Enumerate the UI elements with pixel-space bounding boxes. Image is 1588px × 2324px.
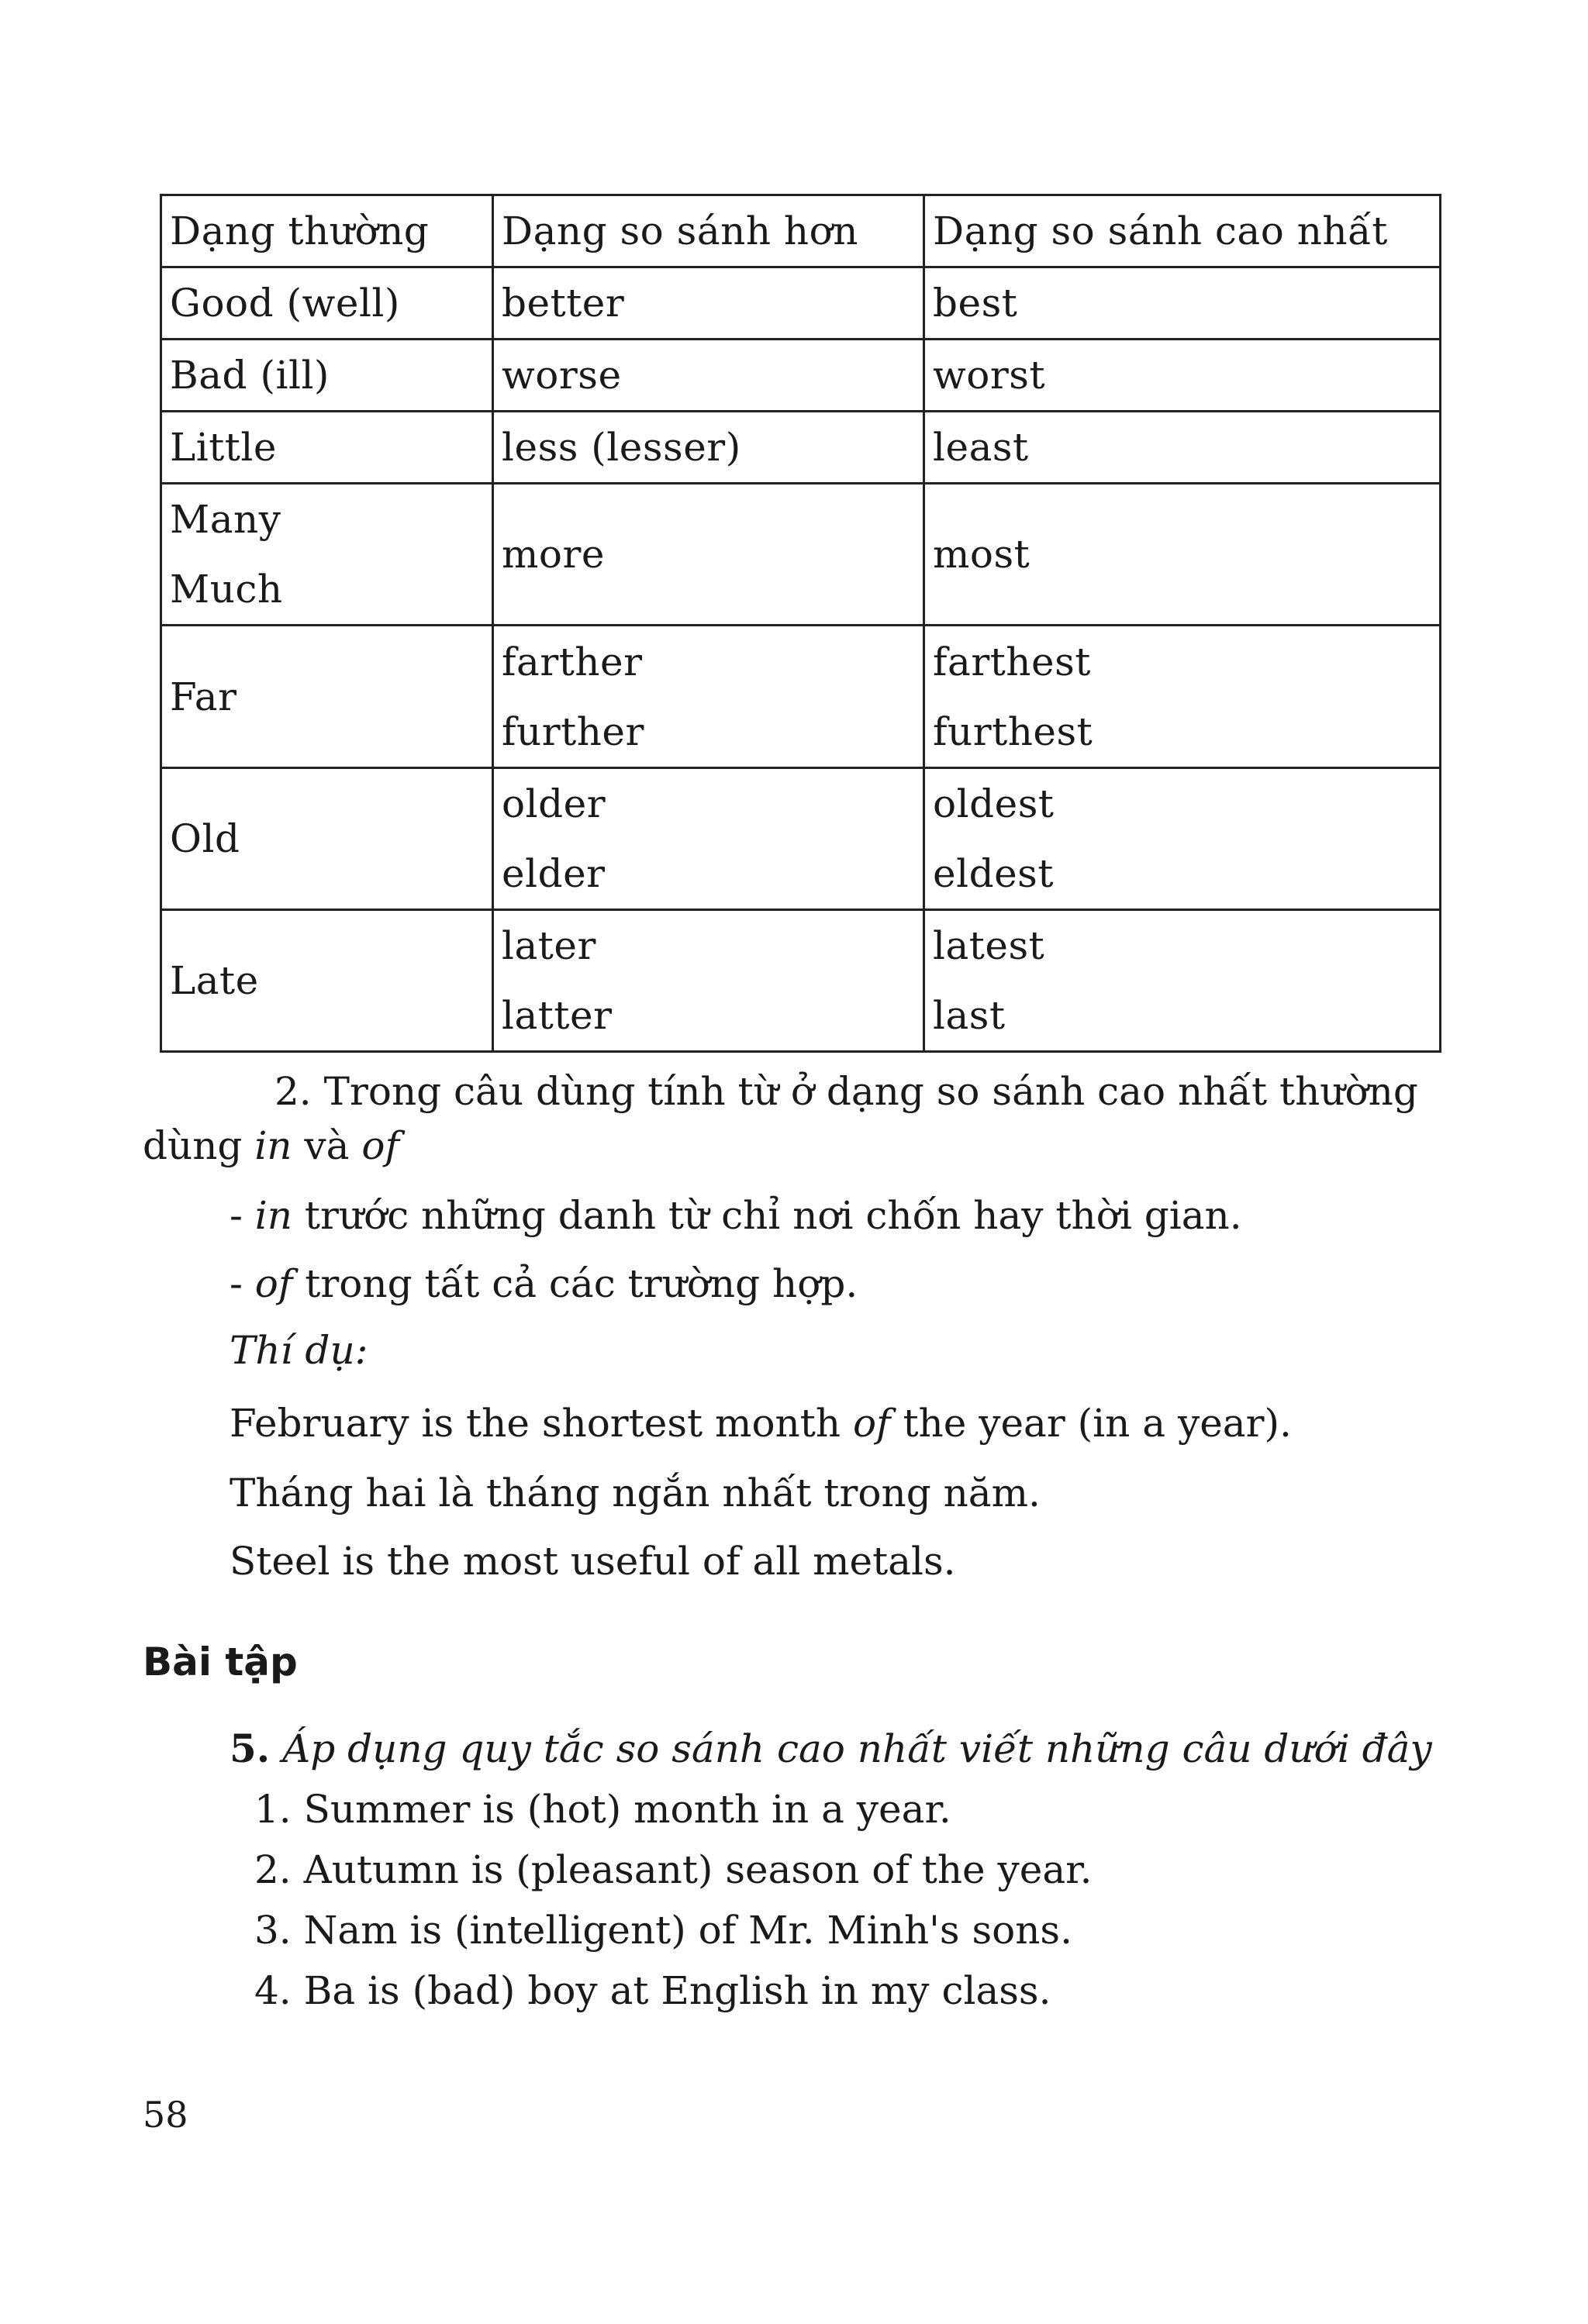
bullet-keyword: of [254,1261,293,1306]
cell-text: Little [170,425,277,471]
table-row [161,626,1441,767]
superlative-cell [924,340,1441,412]
exercise-heading: Bài tập [143,1640,298,1684]
cell-text: last [933,992,1006,1038]
superlative-cell [924,626,1441,767]
cell-text: Late [170,957,259,1003]
cell-text: more [502,532,606,578]
base-cell [161,767,493,909]
superlative-cell [924,484,1441,626]
rule-text: dùng [143,1123,255,1168]
cell-text: farther [502,639,643,684]
cell-text: oldest [933,781,1055,826]
base-cell [161,340,493,412]
cell-text: better [502,281,625,326]
page-number: 58 [143,2094,188,2136]
cell-text: best [933,281,1018,326]
table-row [161,767,1441,909]
bullet-dash: - [230,1193,255,1238]
cell-text: latter [502,992,613,1038]
example-3: Steel is the most useful of all metals. [230,1539,956,1584]
exercise-instruction [230,1726,1432,1772]
exercise-number: 5. [230,1726,271,1771]
table-row [161,909,1441,1051]
cell-text: Much [170,567,283,612]
header-cell-base: Dạng thường [161,195,493,267]
cell-text: most [933,532,1030,578]
cell-text: Good (well) [170,281,400,326]
example-2: Tháng hai là tháng ngắn nhất trong năm. [230,1471,1041,1515]
cell-text: Bad (ill) [170,353,330,398]
cell-text: furthest [933,709,1093,754]
example-text: the year (in a year). [890,1401,1292,1446]
table-header-row [161,195,1441,267]
bullet-text: trong tất cả các trường hợp. [292,1261,858,1306]
exercise-instruction-text: Áp dụng quy tắc so sánh cao nhất viết những câu dưới đây [270,1726,1432,1771]
example-label: Thí dụ: [230,1328,368,1373]
comparative-cell [493,909,924,1051]
table-row [161,340,1441,412]
exercise-item: 2. Autumn is (pleasant) season of the year. [254,1847,1093,1892]
rule-2-line-2 [143,1122,399,1169]
cell-text: less (lesser) [502,425,741,471]
example-text: February is the shortest month [230,1401,853,1446]
comparative-cell [493,626,924,767]
cell-text: elder [502,850,606,896]
exercise-item: 3. Nam is (intelligent) of Mr. Minh's sons. [254,1908,1072,1953]
cell-text: farthest [933,639,1091,684]
cell-text: least [933,425,1029,471]
bullet-of [230,1260,858,1307]
cell-text: eldest [933,850,1054,896]
comparison-table [160,194,1441,1053]
comparative-cell [493,767,924,909]
superlative-cell [924,909,1441,1051]
superlative-cell [924,267,1441,340]
table-row [161,484,1441,626]
cell-text: further [502,709,644,754]
base-cell [161,909,493,1051]
comparative-cell [493,412,924,484]
comparative-cell [493,267,924,340]
cell-text: older [502,781,606,826]
bullet-keyword: in [254,1193,292,1238]
base-cell [161,267,493,340]
base-cell [161,484,493,626]
exercise-item: 1. Summer is (hot) month in a year. [254,1787,951,1832]
cell-text: later [502,922,596,968]
cell-text: Far [170,674,237,719]
bullet-text: trước những danh từ chỉ nơi chốn hay thời gian. [292,1193,1242,1238]
rule-text: và [292,1123,362,1168]
table-row [161,267,1441,340]
keyword-of: of [361,1123,399,1168]
header-cell-comparative: Dạng so sánh hơn [493,195,924,267]
cell-text: worse [502,353,622,398]
keyword-in: in [254,1123,292,1168]
base-cell [161,412,493,484]
superlative-cell [924,767,1441,909]
base-cell [161,626,493,767]
rule-2-line-1: 2. Trong câu dùng tính từ ở dạng so sánh cao nhất thường [274,1069,1418,1114]
example-1 [230,1400,1292,1446]
example-keyword: of [852,1401,891,1446]
cell-text: Many [170,497,281,543]
table-row [161,412,1441,484]
comparative-cell [493,484,924,626]
cell-text: worst [933,353,1046,398]
superlative-cell [924,412,1441,484]
cell-text: Old [170,815,240,861]
header-cell-superlative: Dạng so sánh cao nhất [924,195,1441,267]
bullet-dash: - [230,1261,255,1306]
cell-text: latest [933,922,1045,968]
comparative-cell [493,340,924,412]
bullet-in [230,1192,1242,1239]
exercise-item: 4. Ba is (bad) boy at English in my class. [254,1968,1051,2013]
